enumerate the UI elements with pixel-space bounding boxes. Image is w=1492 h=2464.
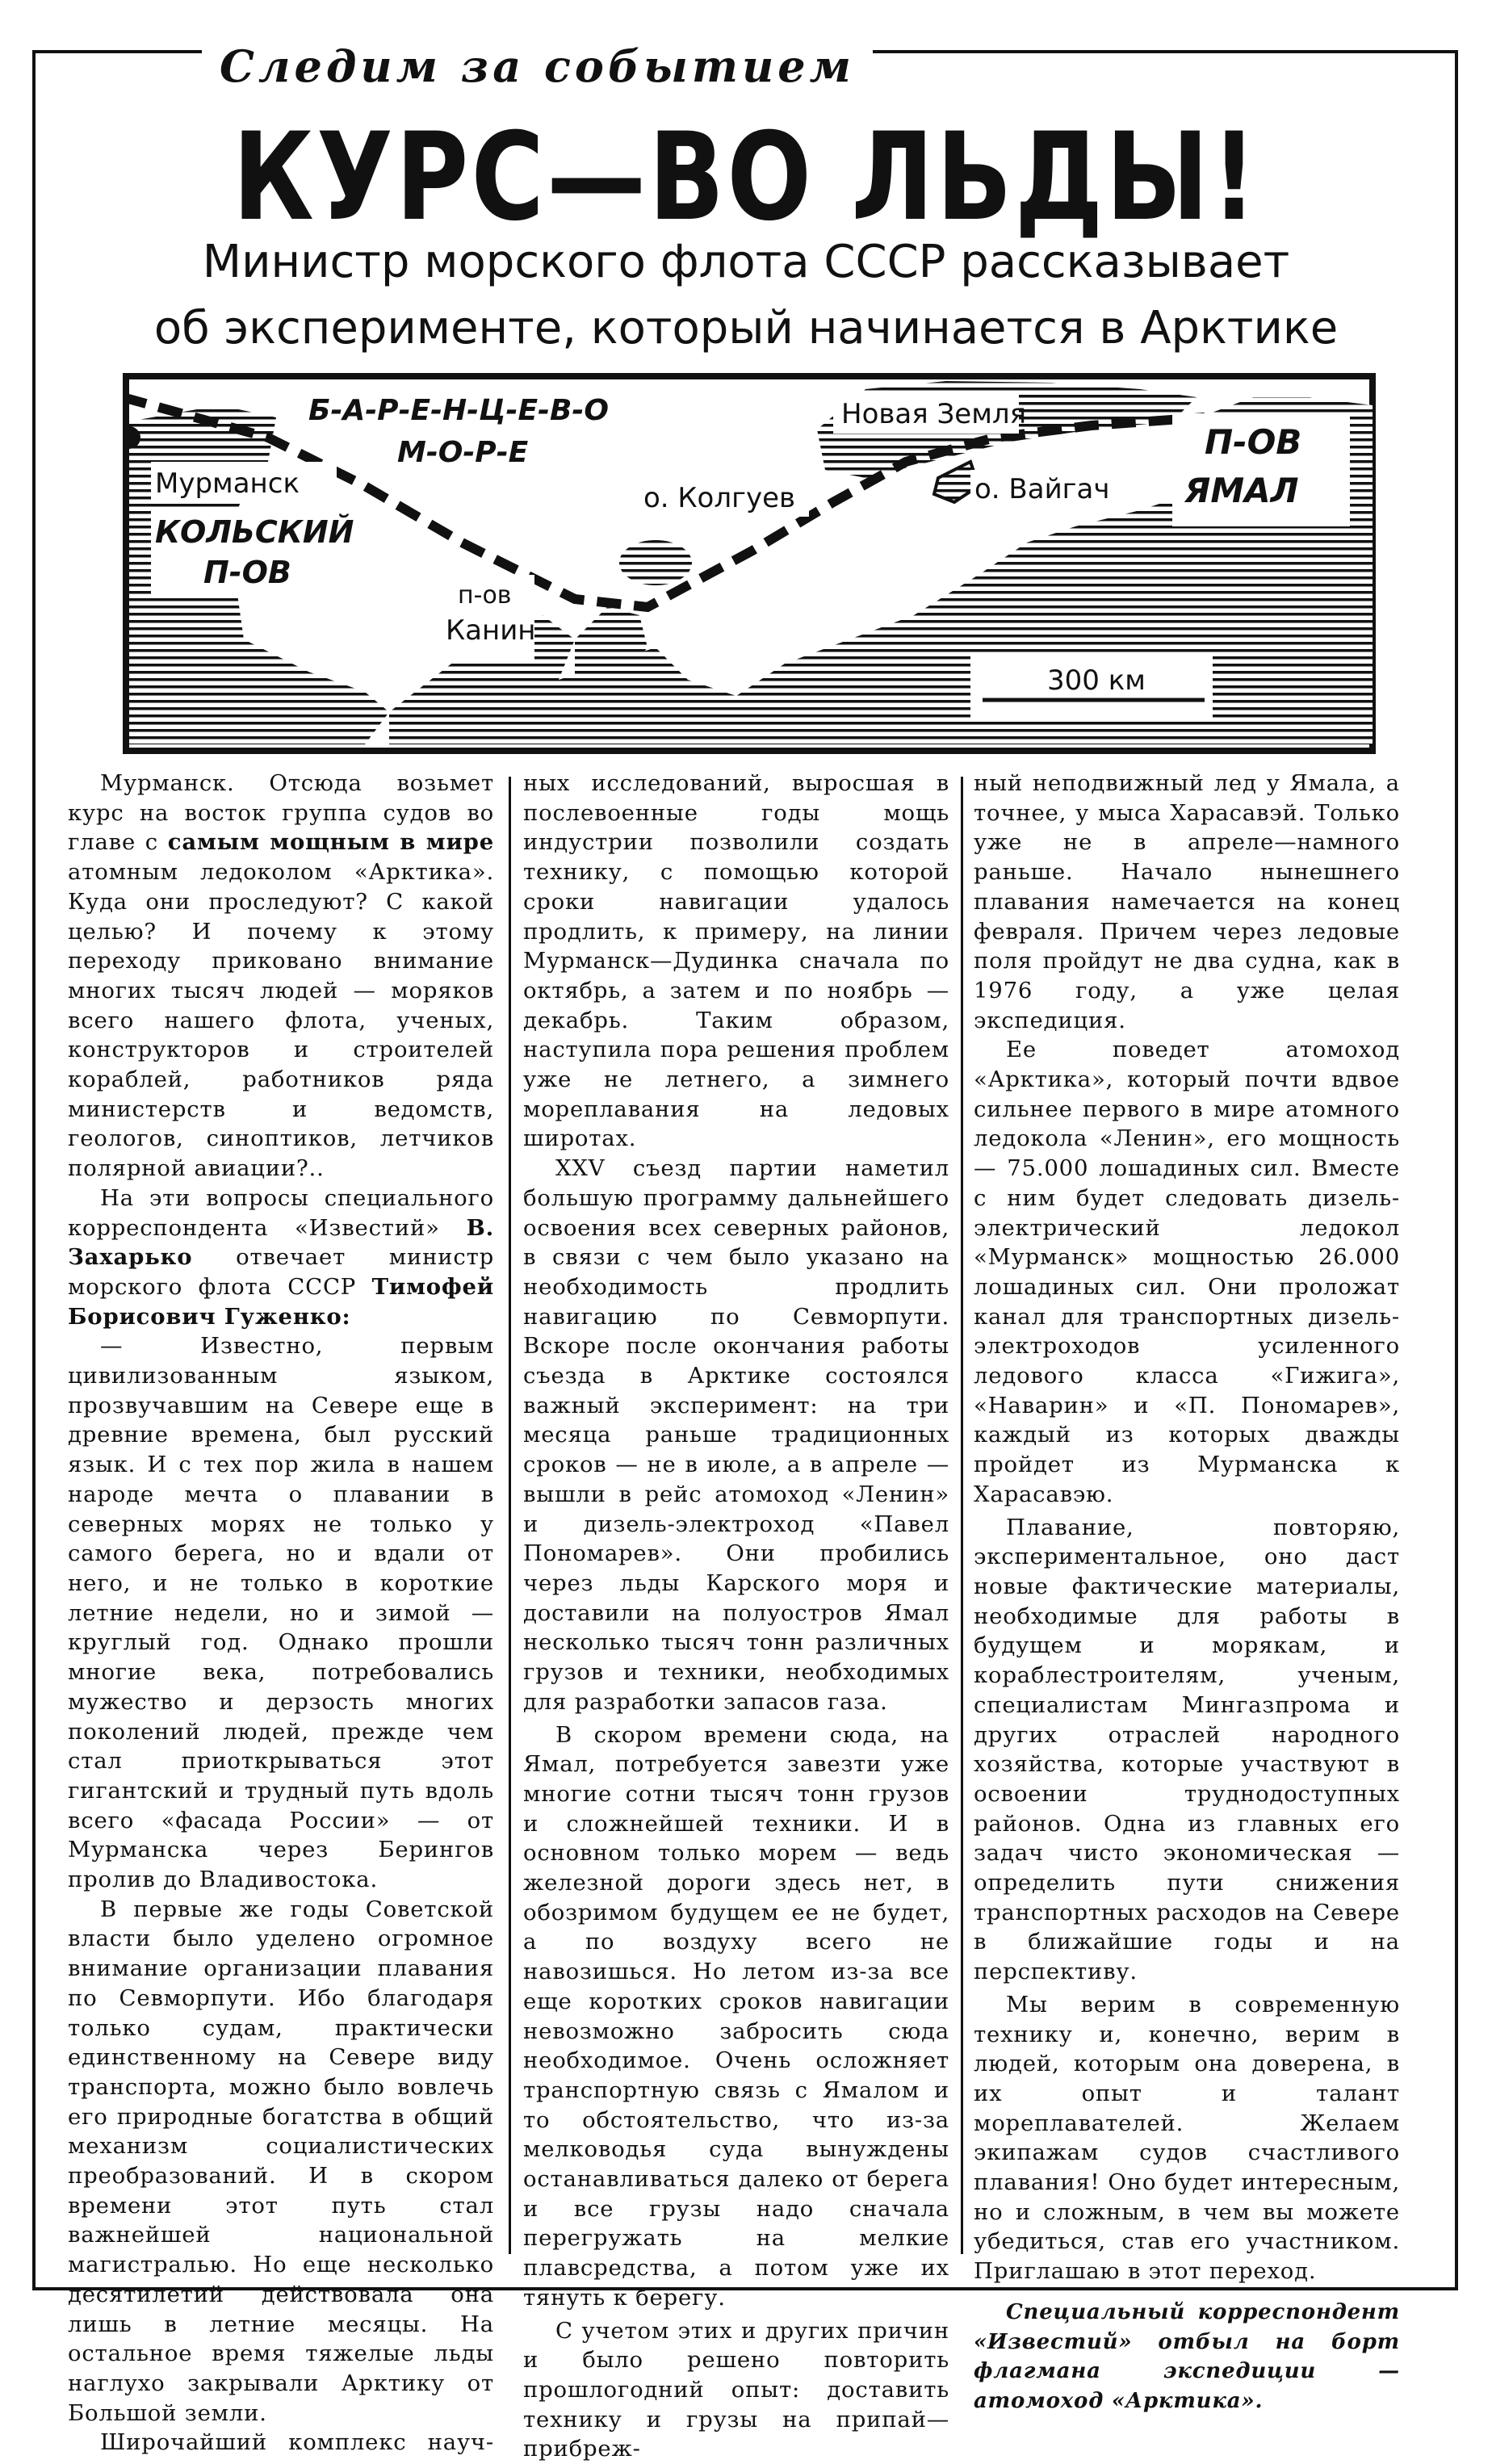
rubric-heading: Следим за событием [202, 40, 873, 92]
paragraph: ных исследований, выросшая в послевоенные годы мощь индустрии позволили создать технику, с помощью которой сроки навигации удалось продлить, к примеру, на линии Мурманск—Дудинка сначала по октябрь, а затем и по ноябрь — декабрь. Таким образом, наступила пора решения проблем уже не летнего, а зимнего мореплавания на ледовых широтах. [523, 770, 949, 1152]
paragraph: В первые же годы Советской власти было уделено огромное внимание организации плавания по Севморпути. Ибо благодаря только судам, практически единственному на Севере виду транспорта, можно было вовлечь его природные богатства в общий механизм социалистических преобразований. И в скором времени этот путь стал важнейшей национальной магистралью. Но еще несколько десятилетий действовала она лишь в летние месяцы. На остальное время тяжелые льды наглухо закрывали Арктику от Большой земли. [68, 1896, 494, 2426]
paragraph: Мы верим в современную технику и, конечно, верим в людей, которым она доверена, в их опыт и талант мореплавателей. Желаем экипажам судов счастливого плавания! Оно будет интересным, но и сложным, в чем вы можете убедиться, став его участником. Приглашаю в этот переход. [974, 1991, 1400, 2285]
label-yamal-2: ЯМАЛ [1184, 471, 1299, 510]
column-rule [509, 777, 511, 2254]
paragraph: XXV съезд партии наметил большую программу дальнейшего освоения всех северных районов, в связи с чем было указано на необходимость продлить навигацию по Севморпути. Вскоре после окончания работы съезда в Арктике состоялся важный эксперимент: на три месяца раньше традиционных сроков — не в июле, а в апреле — вышли в рейс атомоход «Ленин» и дизель-электроход «Павел Пономарев». Они пробились через льды Карского моря и доставили на полуостров Ямал несколько тысяч тонн различных грузов и техники, необходимых для разработки запасов газа. [523, 1155, 949, 1715]
label-novaya-zemlya: Новая Земля [841, 398, 1027, 430]
paragraph: В скором времени сюда, на Ямал, потребуется завезти уже многие сотни тысяч тонн грузов и сложнейшей техники. И в основном только морем — ведь железной дороги здесь нет, в обозримом будущем ее не будет, а по воздуху всего не навозишься. Но летом из-за все еще коротких сроков навигации невозможно забросить сюда необходимое. Очень осложняет транспортную связь с Ямалом и то обстоятельство, что из-за мелководья суда вынуждены останавливаться далеко от берега и все грузы надо сначала перегружать на мелкие плавсредства, а потом уже их тянуть к берегу. [523, 1721, 949, 2311]
paragraph: ный неподвижный лед у Ямала, а точнее, у мыса Харасавэй. Только уже не в апреле—намного раньше. Начало нынешнего плавания намечается на конец февраля. Причем через ледовые поля пройдут не два судна, как в 1976 году, а уже целая экспедиция. [974, 770, 1400, 1033]
correspondent-name: В. Захарько [68, 1214, 494, 1271]
label-kolguev: о. Колгуев [643, 482, 796, 514]
editorial-note: Специальный корреспондент «Известий» отбыл на борт флагмана экспедиции — атомоход «Арктика». [974, 2299, 1400, 2413]
label-kola-1: КОЛЬСКИЙ [155, 514, 354, 550]
subheadline-line-2: об эксперименте, который начинается в Арктике [153, 302, 1339, 354]
label-sea: М-О-Р-Е [397, 436, 529, 469]
subheadline-line-1: Министр морского флота СССР рассказывает [202, 236, 1290, 288]
paragraph: На эти вопросы специального корреспондента «Известий» В. Захарько отвечает министр морского флота СССР Тимофей Борисович Гуженко: [68, 1184, 494, 1330]
label-kola-2: П-ОВ [203, 555, 291, 590]
label-barents: Б-А-Р-Е-Н-Ц-Е-В-О [308, 394, 609, 427]
column-rule [961, 777, 963, 2254]
headline: КУРС—ВО ЛЬДЫ! [233, 107, 1259, 248]
article-column-3 [974, 769, 1400, 2416]
paragraph: — Известно, первым цивилизованным языком, прозвучавшим на Севере еще в древние времена, был русский язык. И с тех пор жила в нашем народе мечта о плавании в северных морях не только у самого берега, но и вдали от него, и не только в короткие летние недели, но и зимой — круглый год. Однако прошли многие века, потребовались мужество и дерзость многих поколений людей, прежде чем стал приоткрываться этот гигантский и трудный путь вдоль всего «фасада России» — от Мурманска через Берингов пролив до Владивостока. [68, 1333, 494, 1893]
paragraph: С учетом этих и других причин и было решено повторить прошлогодний опыт: доставить технику и грузы на припай—прибреж- [523, 2317, 949, 2462]
minister-name: Тимофей Борисович Гуженко: [68, 1273, 494, 1330]
paragraph: Широчайший комплекс науч- [100, 2429, 494, 2456]
label-kanin-1: п-ов [458, 581, 512, 610]
route-map [123, 373, 1376, 754]
label-yamal-1: П-ОВ [1205, 422, 1302, 462]
paragraph: Мурманск. Отсюда возьмет курс на восток группа судов во главе с самым мощным в мире атомным ледоколом «Арктика». Куда они проследуют? С какой целью? И почему к этому переходу приковано внимание многих тысяч людей — моряков всего нашего флота, ученых, конструкторов и строителей кораблей, работников ряда министерств и ведомств, геологов, синоптиков, летчиков полярной авиации?.. [68, 770, 494, 1182]
paragraph: Плавание, повторяю, экспериментальное, оно даст новые фактические материалы, необходимые для работы в будущем и морякам, и кораблестроителям, ученым, специалистам Мингазпрома и других отраслей народного хозяйства, которые участвуют в освоении труднодоступных районов. Одна из главных его задач чисто экономическая — определить пути снижения транспортных расходов на Севере в ближайшие годы и на перспективу. [974, 1514, 1400, 1985]
article-column-1 [68, 769, 494, 2458]
land-kolguev [619, 540, 692, 585]
label-vaygach: о. Вайгач [974, 473, 1110, 505]
label-murmansk: Мурманск [155, 467, 300, 500]
label-scale: 300 км [1047, 664, 1146, 697]
label-kanin-2: Канин [446, 614, 536, 647]
article-column-2 [523, 769, 949, 2464]
paragraph: Ее поведет атомоход «Арктика», который почти вдвое сильнее первого в мире атомного ледокола «Ленин», его мощность— 75.000 лошадиных сил. Вместе с ним будет следовать дизель-электрический ледокол «Мурманск» мощностью 26.000 лошадиных сил. Они проложат канал для транспортных дизель-электроходов усиленного ледового класса «Гижига», «Наварин» и «П. Пономарев», каждый из которых дважды пройдет из Мурманска к Харасавэю. [974, 1037, 1400, 1507]
